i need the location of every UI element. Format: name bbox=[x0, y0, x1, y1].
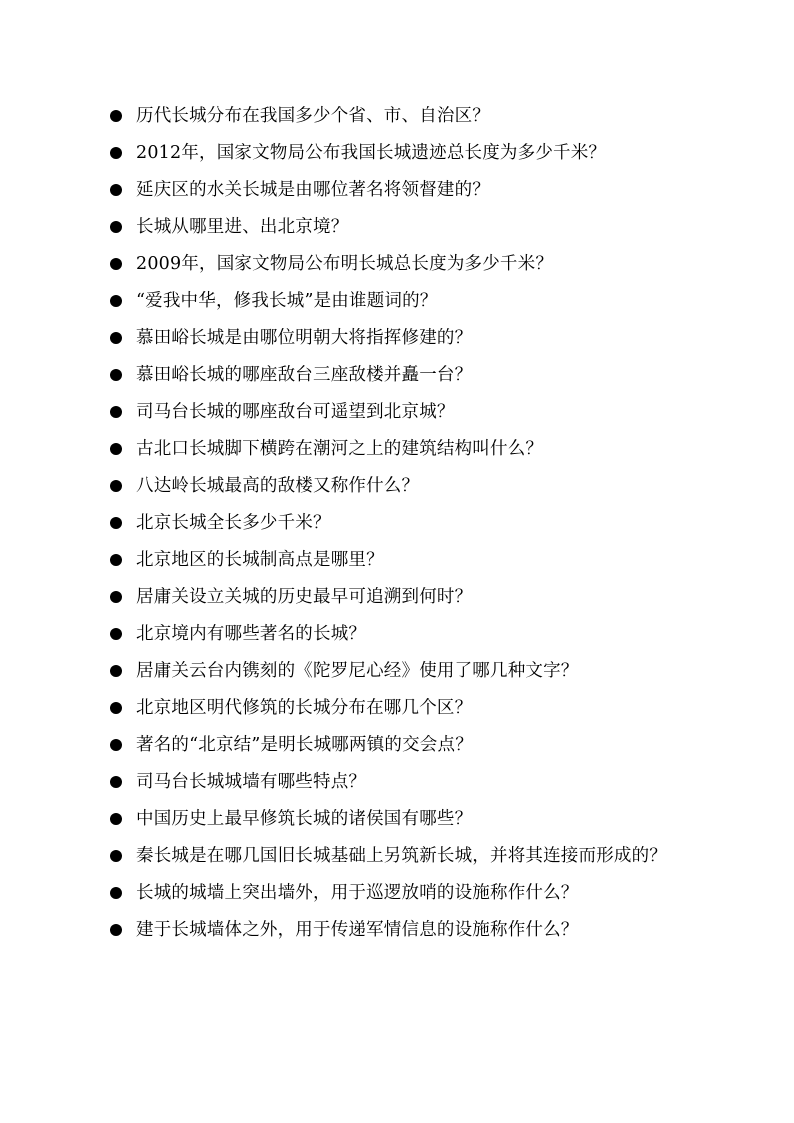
question-text: 2012年，国家文物局公布我国长城遗迹总长度为多少千米？ bbox=[136, 143, 607, 163]
bullet-icon bbox=[110, 332, 122, 344]
question-text: 古北口长城脚下横跨在潮河之上的建筑结构叫什么？ bbox=[136, 439, 544, 459]
question-text: 延庆区的水关长城是由哪位著名将领督建的？ bbox=[136, 180, 490, 200]
list-item bbox=[110, 912, 680, 949]
bullet-icon bbox=[110, 258, 122, 270]
list-item bbox=[110, 542, 680, 579]
question-text: 著名的“北京结”是明长城哪两镇的交会点？ bbox=[136, 735, 473, 755]
list-item bbox=[110, 616, 680, 653]
list-item bbox=[110, 764, 680, 801]
question-text: 司马台长城城墙有哪些特点？ bbox=[136, 772, 367, 792]
question-text: 2009年，国家文物局公布明长城总长度为多少千米？ bbox=[136, 254, 554, 274]
bullet-icon bbox=[110, 147, 122, 159]
bullet-icon bbox=[110, 702, 122, 714]
bullet-icon bbox=[110, 813, 122, 825]
bullet-icon bbox=[110, 591, 122, 603]
question-text: 建于长城墙体之外，用于传递军情信息的设施称作什么？ bbox=[136, 920, 579, 940]
list-item bbox=[110, 875, 680, 912]
list-item bbox=[110, 727, 680, 764]
question-text: 北京地区的长城制高点是哪里？ bbox=[136, 550, 384, 570]
question-text: 北京地区明代修筑的长城分布在哪几个区？ bbox=[136, 698, 473, 718]
question-text: 秦长城是在哪几国旧长城基础上另筑新长城，并将其连接而形成的？ bbox=[136, 846, 667, 866]
bullet-icon bbox=[110, 221, 122, 233]
question-text: 慕田峪长城的哪座敌台三座敌楼并矗一台？ bbox=[136, 365, 473, 385]
list-item bbox=[110, 357, 680, 394]
bullet-icon bbox=[110, 776, 122, 788]
bullet-icon bbox=[110, 739, 122, 751]
bullet-icon bbox=[110, 184, 122, 196]
bullet-icon bbox=[110, 295, 122, 307]
list-item bbox=[110, 690, 680, 727]
question-text: 中国历史上最早修筑长城的诸侯国有哪些？ bbox=[136, 809, 473, 829]
list-item bbox=[110, 468, 680, 505]
question-text: 慕田峪长城是由哪位明朝大将指挥修建的？ bbox=[136, 328, 473, 348]
bullet-icon bbox=[110, 887, 122, 899]
question-text: 居庸关设立关城的历史最早可追溯到何时？ bbox=[136, 587, 473, 607]
bullet-icon bbox=[110, 369, 122, 381]
question-text: 司马台长城的哪座敌台可遥望到北京城？ bbox=[136, 402, 455, 422]
list-item bbox=[110, 209, 680, 246]
list-item bbox=[110, 246, 680, 283]
bullet-icon bbox=[110, 406, 122, 418]
bullet-icon bbox=[110, 850, 122, 862]
list-item bbox=[110, 801, 680, 838]
list-item bbox=[110, 653, 680, 690]
question-text: 北京长城全长多少千米？ bbox=[136, 513, 331, 533]
question-text: 八达岭长城最高的敌楼又称作什么？ bbox=[136, 476, 420, 496]
question-text: 长城从哪里进、出北京境？ bbox=[136, 217, 349, 237]
list-item bbox=[110, 394, 680, 431]
bullet-icon bbox=[110, 665, 122, 677]
list-item bbox=[110, 98, 680, 135]
bullet-icon bbox=[110, 443, 122, 455]
question-text: 居庸关云台内镌刻的《陀罗尼心经》使用了哪几种文字？ bbox=[136, 661, 579, 681]
bullet-icon bbox=[110, 517, 122, 529]
list-item bbox=[110, 838, 680, 875]
question-text: 北京境内有哪些著名的长城？ bbox=[136, 624, 367, 644]
list-item bbox=[110, 431, 680, 468]
question-list bbox=[110, 98, 680, 949]
bullet-icon bbox=[110, 110, 122, 122]
question-text: “爱我中华，修我长城”是由谁题词的？ bbox=[136, 291, 438, 311]
list-item bbox=[110, 135, 680, 172]
list-item bbox=[110, 283, 680, 320]
question-text: 长城的城墙上突出墙外，用于巡逻放哨的设施称作什么？ bbox=[136, 883, 579, 903]
list-item bbox=[110, 505, 680, 542]
bullet-icon bbox=[110, 924, 122, 936]
list-item bbox=[110, 172, 680, 209]
bullet-icon bbox=[110, 554, 122, 566]
list-item bbox=[110, 320, 680, 357]
bullet-icon bbox=[110, 480, 122, 492]
question-text: 历代长城分布在我国多少个省、市、自治区？ bbox=[136, 106, 490, 126]
bullet-icon bbox=[110, 628, 122, 640]
list-item bbox=[110, 579, 680, 616]
